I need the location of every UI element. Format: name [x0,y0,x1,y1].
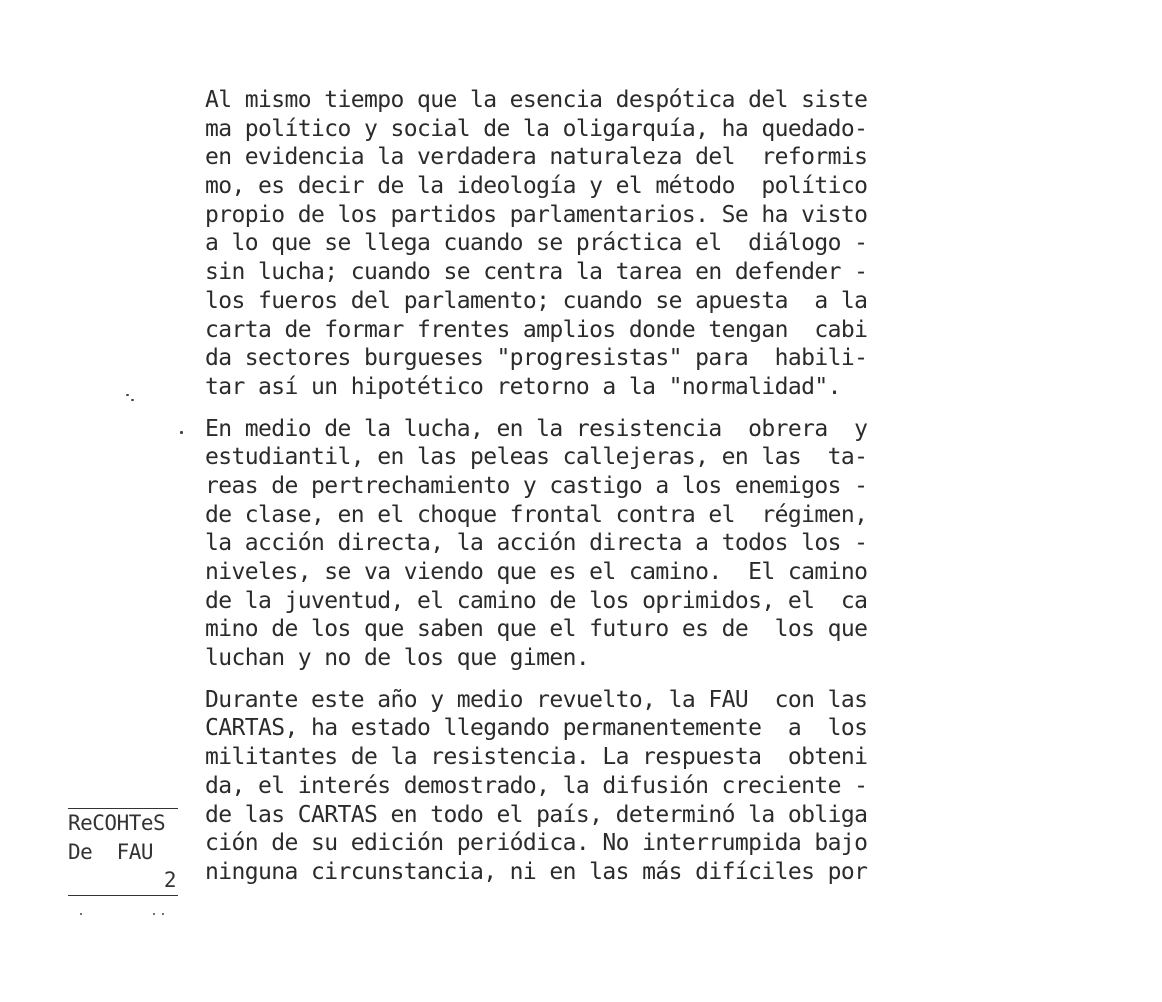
text-line: a lo que se llega cuando se práctica el diálogo - [205,230,868,257]
text-line: reas de pertrechamiento y castigo a los enemigos - [205,472,868,499]
text-line: de la juventud, el camino de los oprimidos, el ca [205,587,868,614]
scan-speck [126,394,129,396]
text-line: estudiantil, en las peleas callejeras, en las ta- [205,444,868,471]
text-line: de clase, en el choque frontal contra el régimen, [205,501,868,528]
text-line: da, el interés demostrado, la difusión creciente - [205,772,868,799]
body-text [205,86,965,900]
scan-speck [153,913,155,915]
text-line: ción de su edición periódica. No interrumpida bajo [205,830,868,857]
paragraph-2 [205,415,965,673]
paragraph-3 [205,686,965,887]
stamp-line-2: De FAU [68,839,154,864]
text-line: tar así un hipotético retorno a la "normalidad". [205,373,841,400]
text-line: mo, es decir de la ideología y el método político [205,173,868,200]
text-line: CARTAS, ha estado llegando permanentemente a los [205,715,868,742]
stamp-line-1: ReCOHTeS [68,811,166,835]
text-line: da sectores burgueses "progresistas" para habili- [205,345,868,372]
text-line: ninguna circunstancia, ni en las más difíciles por [205,858,868,885]
paragraph-1 [205,86,965,402]
text-line: niveles, se va viendo que es el camino. El camino [205,559,868,585]
scan-speck [162,913,164,915]
text-line: militantes de la resistencia. La respuesta obteni [205,744,868,771]
scan-speck [180,431,183,434]
text-line: ma político y social de la oligarquía, ha quedado- [205,115,868,142]
scan-speck [131,399,134,401]
text-line: la acción directa, la acción directa a todos los - [205,530,868,557]
text-line: sin lucha; cuando se centra la tarea en defender - [205,259,868,286]
text-line: mino de los que saben que el futuro es de los que [205,616,868,643]
text-line: Durante este año y medio revuelto, la FAU con las [205,686,868,713]
text-line: Al mismo tiempo que la esencia despótica del siste [205,87,868,113]
text-line: carta de formar frentes amplios donde tengan cabi [205,316,868,343]
text-line: los fueros del parlamento; cuando se apuesta a la [205,287,868,314]
text-line: propio de los partidos parlamentarios. Se ha visto [205,201,868,228]
text-line: en evidencia la verdadera naturaleza del reformis [205,144,868,171]
stamp-page-number: 2 [163,868,176,893]
text-line: de las CARTAS en todo el país, determinó la obliga [205,801,868,828]
text-line: En medio de la lucha, en la resistencia obrera y [205,415,868,442]
stamp-bottom-rule [68,895,178,896]
margin-stamp [68,808,180,896]
scan-speck [80,913,82,915]
text-line: luchan y no de los que gimen. [205,645,590,672]
